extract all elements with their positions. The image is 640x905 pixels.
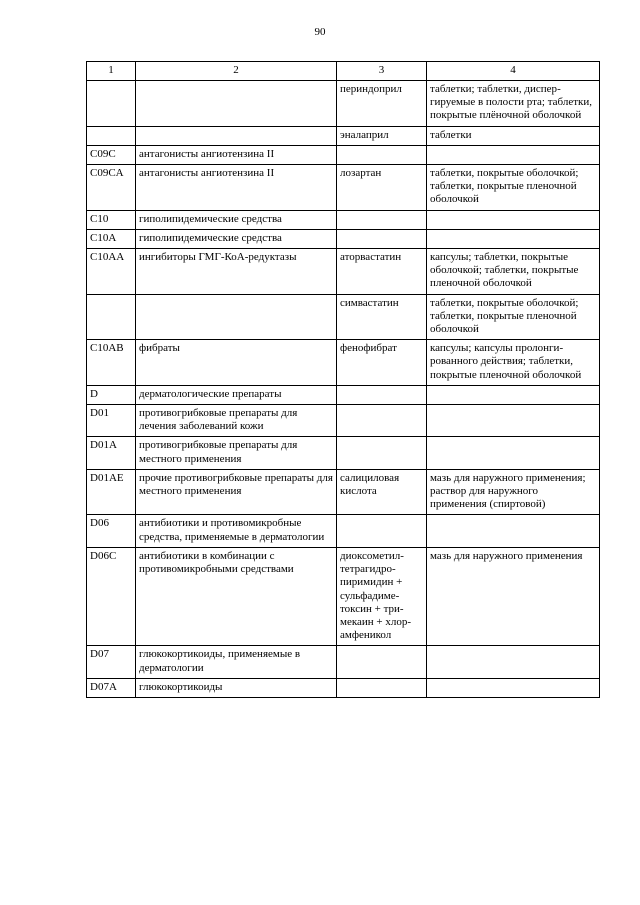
- drug-name-cell: [337, 405, 427, 437]
- header-cell: 3: [337, 62, 427, 81]
- header-cell: 2: [136, 62, 337, 81]
- table-row: [87, 294, 600, 340]
- table-row: [87, 145, 600, 164]
- table-header-row: [87, 62, 600, 81]
- table-row: [87, 678, 600, 697]
- group-name-cell: антагонисты ангиотензина II: [136, 145, 337, 164]
- drug-name-cell: фенофибрат: [337, 340, 427, 386]
- dosage-forms-cell: [427, 646, 600, 678]
- table-row: [87, 385, 600, 404]
- group-name-cell: дерматологические препараты: [136, 385, 337, 404]
- atc-code-cell: D06: [87, 515, 136, 547]
- drug-name-cell: [337, 678, 427, 697]
- table-row: [87, 81, 600, 127]
- atc-code-cell: D: [87, 385, 136, 404]
- drug-name-cell: лозартан: [337, 165, 427, 211]
- table-row: [87, 229, 600, 248]
- atc-code-cell: C09CA: [87, 165, 136, 211]
- dosage-forms-cell: [427, 145, 600, 164]
- table-row: [87, 437, 600, 469]
- dosage-forms-cell: [427, 678, 600, 697]
- table-row: [87, 469, 600, 515]
- atc-code-cell: C10AA: [87, 249, 136, 295]
- dosage-forms-cell: капсулы; таблетки, покрытые оболочкой; таблетки, покрытые пленочной оболочкой: [427, 249, 600, 295]
- dosage-forms-cell: [427, 515, 600, 547]
- table-row: [87, 405, 600, 437]
- drug-name-cell: [337, 437, 427, 469]
- drug-name-cell: [337, 229, 427, 248]
- group-name-cell: прочие противогрибковые препараты для местного применения: [136, 469, 337, 515]
- dosage-forms-cell: [427, 405, 600, 437]
- group-name-cell: антибиотики и противомикробные средства, применяемые в дерматологии: [136, 515, 337, 547]
- atc-code-cell: D01: [87, 405, 136, 437]
- atc-code-cell: C10A: [87, 229, 136, 248]
- group-name-cell: ингибиторы ГМГ-КоА-редуктазы: [136, 249, 337, 295]
- group-name-cell: глюкокортикоиды, применяемые в дерматологии: [136, 646, 337, 678]
- table-row: [87, 126, 600, 145]
- dosage-forms-cell: таблетки, покрытые оболочкой; таблетки, покрытые пленочной оболочкой: [427, 294, 600, 340]
- table-row: [87, 340, 600, 386]
- atc-code-cell: [87, 294, 136, 340]
- drug-name-cell: симвастатин: [337, 294, 427, 340]
- group-name-cell: фибраты: [136, 340, 337, 386]
- drug-name-cell: эналаприл: [337, 126, 427, 145]
- table-row: [87, 646, 600, 678]
- drug-name-cell: [337, 515, 427, 547]
- atc-code-cell: D01A: [87, 437, 136, 469]
- table-row: [87, 165, 600, 211]
- dosage-forms-cell: таблетки, покрытые оболочкой; таблетки, покрытые пленочной оболочкой: [427, 165, 600, 211]
- drug-name-cell: салициловая кислота: [337, 469, 427, 515]
- group-name-cell: глюкокортикоиды: [136, 678, 337, 697]
- dosage-forms-cell: [427, 385, 600, 404]
- group-name-cell: [136, 126, 337, 145]
- table-row: [87, 210, 600, 229]
- group-name-cell: противогрибковые препараты для лечения заболеваний кожи: [136, 405, 337, 437]
- dosage-forms-cell: таблетки: [427, 126, 600, 145]
- dosage-forms-cell: [427, 210, 600, 229]
- group-name-cell: гиполипидемические средства: [136, 210, 337, 229]
- dosage-forms-cell: капсулы; капсулы пролонгированного действия; таблетки, покрытые пленочной оболочкой: [427, 340, 600, 386]
- atc-code-cell: [87, 81, 136, 127]
- drug-name-cell: аторвастатин: [337, 249, 427, 295]
- drug-name-cell: диоксометилтетрагидропиримидин + сульфадиметоксин + тримекаин + хлорамфеникол: [337, 547, 427, 645]
- atc-code-cell: D06C: [87, 547, 136, 645]
- dosage-forms-cell: мазь для наружного применения: [427, 547, 600, 645]
- header-cell: 1: [87, 62, 136, 81]
- header-cell: 4: [427, 62, 600, 81]
- group-name-cell: антибиотики в комбинации с противомикробными средствами: [136, 547, 337, 645]
- group-name-cell: гиполипидемические средства: [136, 229, 337, 248]
- drug-classification-table: [86, 61, 600, 698]
- dosage-forms-cell: таблетки; таблетки, диспергируемые в полости рта; таблетки, покрытые плёночной оболочкой: [427, 81, 600, 127]
- atc-code-cell: C09C: [87, 145, 136, 164]
- dosage-forms-cell: [427, 437, 600, 469]
- table-row: [87, 249, 600, 295]
- table-row: [87, 547, 600, 645]
- drug-name-cell: [337, 145, 427, 164]
- drug-name-cell: [337, 646, 427, 678]
- dosage-forms-cell: мазь для наружного применения; раствор для наружного применения (спиртовой): [427, 469, 600, 515]
- dosage-forms-cell: [427, 229, 600, 248]
- atc-code-cell: D07: [87, 646, 136, 678]
- group-name-cell: [136, 81, 337, 127]
- atc-code-cell: C10AB: [87, 340, 136, 386]
- drug-name-cell: [337, 385, 427, 404]
- atc-code-cell: D01AE: [87, 469, 136, 515]
- group-name-cell: противогрибковые препараты для местного применения: [136, 437, 337, 469]
- drug-name-cell: [337, 210, 427, 229]
- drug-name-cell: периндоприл: [337, 81, 427, 127]
- table-row: [87, 515, 600, 547]
- atc-code-cell: [87, 126, 136, 145]
- page-number: 90: [314, 26, 326, 38]
- group-name-cell: антагонисты ангиотензина II: [136, 165, 337, 211]
- atc-code-cell: C10: [87, 210, 136, 229]
- atc-code-cell: D07A: [87, 678, 136, 697]
- group-name-cell: [136, 294, 337, 340]
